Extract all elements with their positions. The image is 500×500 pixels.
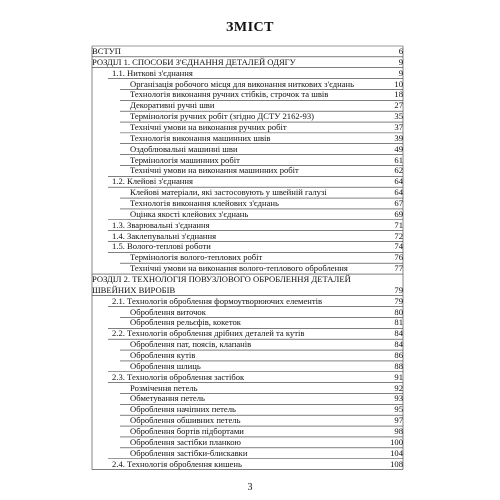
toc-entry-page: 64: [394, 187, 403, 198]
toc-entry-title: Оброблення застібки-блискавки: [130, 447, 248, 458]
toc-entry: [92, 79, 403, 90]
toc-entry-page: 9: [398, 56, 403, 67]
toc-entry: [92, 404, 403, 415]
toc-entry: [92, 155, 403, 166]
toc-entry-page: 69: [394, 208, 403, 219]
toc-entry: [92, 241, 403, 252]
toc-entry: [92, 100, 403, 111]
toc-entry-page: 72: [394, 230, 403, 241]
toc-entry: [92, 122, 403, 133]
toc-entry-page: 62: [394, 165, 403, 176]
toc-entry-title: Оброблення бортів підбортами: [130, 426, 244, 437]
toc-entry: [92, 111, 403, 122]
toc-entry-page: 88: [394, 360, 403, 371]
toc-entry: [92, 361, 403, 372]
toc-entry-title: Оброблення начіпних петель: [130, 404, 236, 415]
toc-entry-title: Технічні умови на виконання машинних робіт: [130, 165, 299, 176]
toc-entry-title: Оброблення пат, поясів, клапанів: [130, 339, 252, 350]
toc-entry-page: 108: [390, 458, 403, 469]
toc-entry-title: 1.1. Ниткові з'єднання: [112, 67, 193, 78]
toc-entry: [92, 415, 403, 426]
toc-entry: [92, 263, 403, 274]
toc-entry-page: 74: [394, 241, 403, 252]
toc-entry-title: 2.2. Технологія оброблення дрібних деталей та кутів: [112, 328, 305, 339]
toc-entry: [92, 209, 403, 220]
toc-entry-title: РОЗДІЛ 1. СПОСОБИ З'ЄДНАННЯ ДЕТАЛЕЙ ОДЯГУ: [92, 56, 296, 67]
toc-entry-page: 81: [394, 317, 403, 328]
toc-entry: [92, 57, 403, 68]
toc-entry: [92, 176, 403, 187]
toc-entry-page: 76: [394, 252, 403, 263]
toc-entry-title: 2.3. Технологія оброблення застібок: [112, 371, 245, 382]
toc-entry-title: Оцінка якості клейових з'єднань: [130, 208, 249, 219]
toc-entry: [92, 307, 403, 318]
toc-entry: [92, 339, 403, 350]
toc-entry: [92, 459, 403, 470]
toc-entry-title: Технологія виконання клейових з'єднань: [130, 198, 279, 209]
toc-entry: [92, 165, 403, 176]
toc-entry-title: 2.4. Технологія оброблення кишень: [112, 458, 242, 469]
toc-entry: [92, 372, 403, 383]
toc-entry-title: Оброблення виточок: [130, 306, 206, 317]
toc-entry: [92, 274, 403, 296]
toc-entry: [92, 252, 403, 263]
toc-entry-title: Обметування петель: [130, 393, 205, 404]
toc-entry: [92, 231, 403, 242]
toc-entry-page: 6: [398, 46, 403, 56]
toc-entry-page: 27: [394, 100, 403, 111]
toc-entry-title: 2.1. Технологія оброблення формоутворюючих елементів: [112, 295, 323, 306]
toc-entry: [92, 144, 403, 155]
toc-entry-title: Технологія виконання ручних стібків, строчок та швів: [130, 89, 329, 100]
toc-entry-title: Оброблення застібки планкою: [130, 436, 241, 447]
toc-entry-title: Оброблення рельєфів, кокеток: [130, 317, 241, 328]
toc-entry: [92, 393, 403, 404]
toc-entry-page: 84: [394, 339, 403, 350]
toc-entry: [92, 328, 403, 339]
toc-entry-title: Оброблення обшивних петель: [130, 415, 241, 426]
page-number: 3: [247, 482, 253, 493]
table-of-contents: [92, 46, 403, 469]
toc-entry-title: 1.4. Заклепувальні з'єднання: [112, 230, 217, 241]
toc-entry-page: 79: [394, 295, 403, 306]
toc-entry-page: 18: [394, 89, 403, 100]
toc-entry: [92, 46, 403, 57]
toc-entry-page: 61: [394, 154, 403, 165]
toc-entry-page: 80: [394, 306, 403, 317]
toc-entry-page: 77: [394, 263, 403, 274]
toc-entry: [92, 89, 403, 100]
toc-entry-page: 84: [394, 328, 403, 339]
toc-entry-title: 1.5. Волого-теплові роботи: [112, 241, 211, 252]
toc-entry-title: Термінологія волого-теплових робіт: [130, 252, 263, 263]
toc-entry-page: 93: [394, 393, 403, 404]
toc-entry: [92, 383, 403, 394]
toc-entry-title: Технологія виконання машинних швів: [130, 132, 271, 143]
toc-entry-page: 10: [394, 78, 403, 89]
toc-entry-page: 64: [394, 176, 403, 187]
toc-entry-page: 91: [394, 371, 403, 382]
page-title: ЗМІСТ: [226, 20, 274, 35]
toc-entry-page: 9: [398, 67, 403, 78]
toc-entry-page: 100: [390, 436, 403, 447]
toc-entry: [92, 448, 403, 459]
toc-entry-page: 86: [394, 350, 403, 361]
toc-entry-title: Організація робочого місця для виконання ниткових з'єднань: [130, 78, 355, 89]
toc-entry-title: Оброблення кутів: [130, 350, 196, 361]
toc-entry-page: 92: [394, 382, 403, 393]
toc-entry: [92, 426, 403, 437]
toc-entry-page: 79: [394, 284, 403, 295]
toc-entry: [92, 187, 403, 198]
toc-entry-title: Клейові матеріали, які застосовують у швейній галузі: [130, 187, 327, 198]
toc-entry: [92, 350, 403, 361]
toc-entry-title: 1.2. Клейові з'єднання: [112, 176, 193, 187]
toc-entry-title: Розмічення петель: [130, 382, 198, 393]
toc-entry-page: 104: [390, 447, 403, 458]
toc-entry: [92, 68, 403, 79]
toc-entry-title: Технічні умови на виконання волого-теплового оброблення: [130, 263, 348, 274]
toc-entry-page: 39: [394, 132, 403, 143]
toc-entry-page: 35: [394, 111, 403, 122]
toc-entry: [92, 198, 403, 209]
toc-entry-page: 97: [394, 415, 403, 426]
toc-entry-title: Оброблення шлиць: [130, 360, 201, 371]
toc-entry-page: 67: [394, 198, 403, 209]
toc-entry: [92, 437, 403, 448]
toc-entry-title: РОЗДІЛ 2. ТЕХНОЛОГІЯ ПОВУЗЛОВОГО ОБРОБЛЕННЯ ДЕТАЛЕЙ ШВЕЙНИХ ВИРОБІВ: [92, 274, 351, 295]
toc-entry-page: 71: [394, 219, 403, 230]
toc-entry-title: 1.3. Зварювальні з'єднання: [112, 219, 210, 230]
toc-entry-page: 37: [394, 122, 403, 133]
toc-entry-title: Термінологія ручних робіт (згідно ДСТУ 2162-93): [130, 111, 314, 122]
toc-entry-title: Декоративні ручні шви: [130, 100, 215, 111]
toc-entry-page: 95: [394, 404, 403, 415]
toc-entry-title: Термінологія машинних робіт: [130, 154, 240, 165]
toc-entry: [92, 296, 403, 307]
toc-entry-title: Оздоблювальні машинні шви: [130, 143, 238, 154]
toc-entry-title: Технічні умови на виконання ручних робіт: [130, 122, 287, 133]
toc-entry: [92, 317, 403, 328]
toc-entry-title: ВСТУП: [92, 46, 122, 56]
toc-entry: [92, 220, 403, 231]
toc-entry-page: 98: [394, 426, 403, 437]
toc-entry-page: 49: [394, 143, 403, 154]
toc-entry: [92, 133, 403, 144]
